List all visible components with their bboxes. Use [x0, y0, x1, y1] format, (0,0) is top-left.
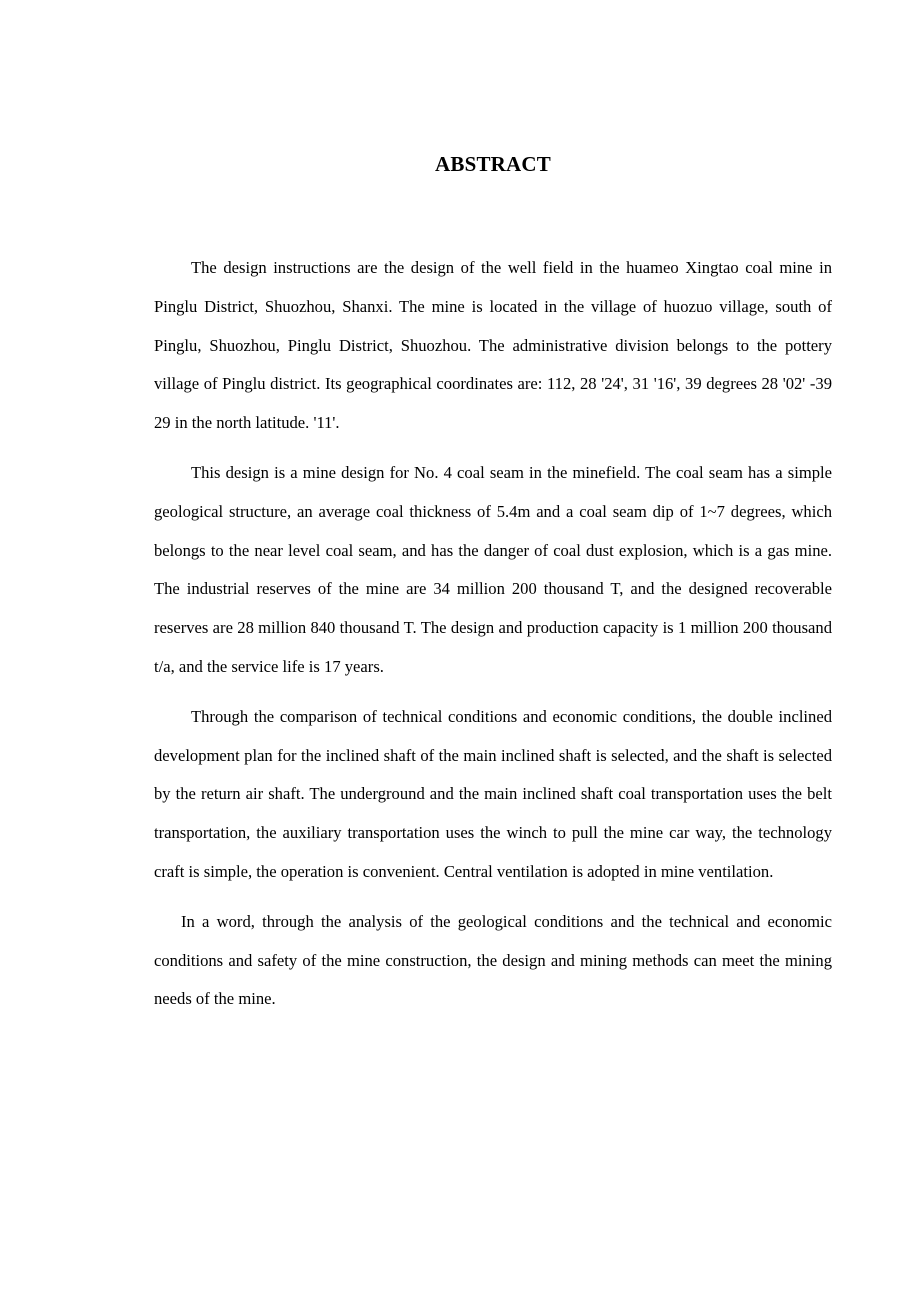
abstract-title: ABSTRACT — [435, 152, 551, 176]
abstract-paragraph-coal-seam: This design is a mine design for No. 4 coal seam in the minefield. The coal seam has a simple geological structure, an average coal thickness of 5.4m and a coal seam dip of 1~7 degrees, which belongs to the near level coal seam, and has the danger of coal dust explosion, which is a gas mine. The industrial reserves of the mine are 34 million 200 thousand T, and the designed recoverable reserves are 28 million 840 thousand T. The design and production capacity is 1 million 200 thousand t/a, and the service life is 17 years. — [154, 462, 832, 676]
abstract-body — [154, 249, 832, 1019]
abstract-paragraph-development-plan: Through the comparison of technical conditions and economic conditions, the double inclined development plan for the inclined shaft of the main inclined shaft is selected, and the shaft is selected by the return air shaft. The underground and the main inclined shaft coal transportation uses the belt transportation, the auxiliary transportation uses the winch to pull the mine car way, the technology craft is simple, the operation is convenient. Central ventilation is adopted in mine ventilation. — [154, 706, 832, 881]
abstract-paragraph-conclusion: In a word, through the analysis of the geological conditions and the technical and economic conditions and safety of the mine construction, the design and mining methods can meet the mining needs of the mine. — [154, 911, 832, 1009]
abstract-paragraph-location: The design instructions are the design of the well field in the huameo Xingtao coal mine in Pinglu District, Shuozhou, Shanxi. The mine is located in the village of huozuo village, south of Pinglu, Shuozhou, Pinglu District, Shuozhou. The administrative division belongs to the pottery village of Pinglu district. Its geographical coordinates are: 112, 28 '24', 31 '16', 39 degrees 28 '02' -39 29 in the north latitude. '11'. — [154, 258, 832, 433]
